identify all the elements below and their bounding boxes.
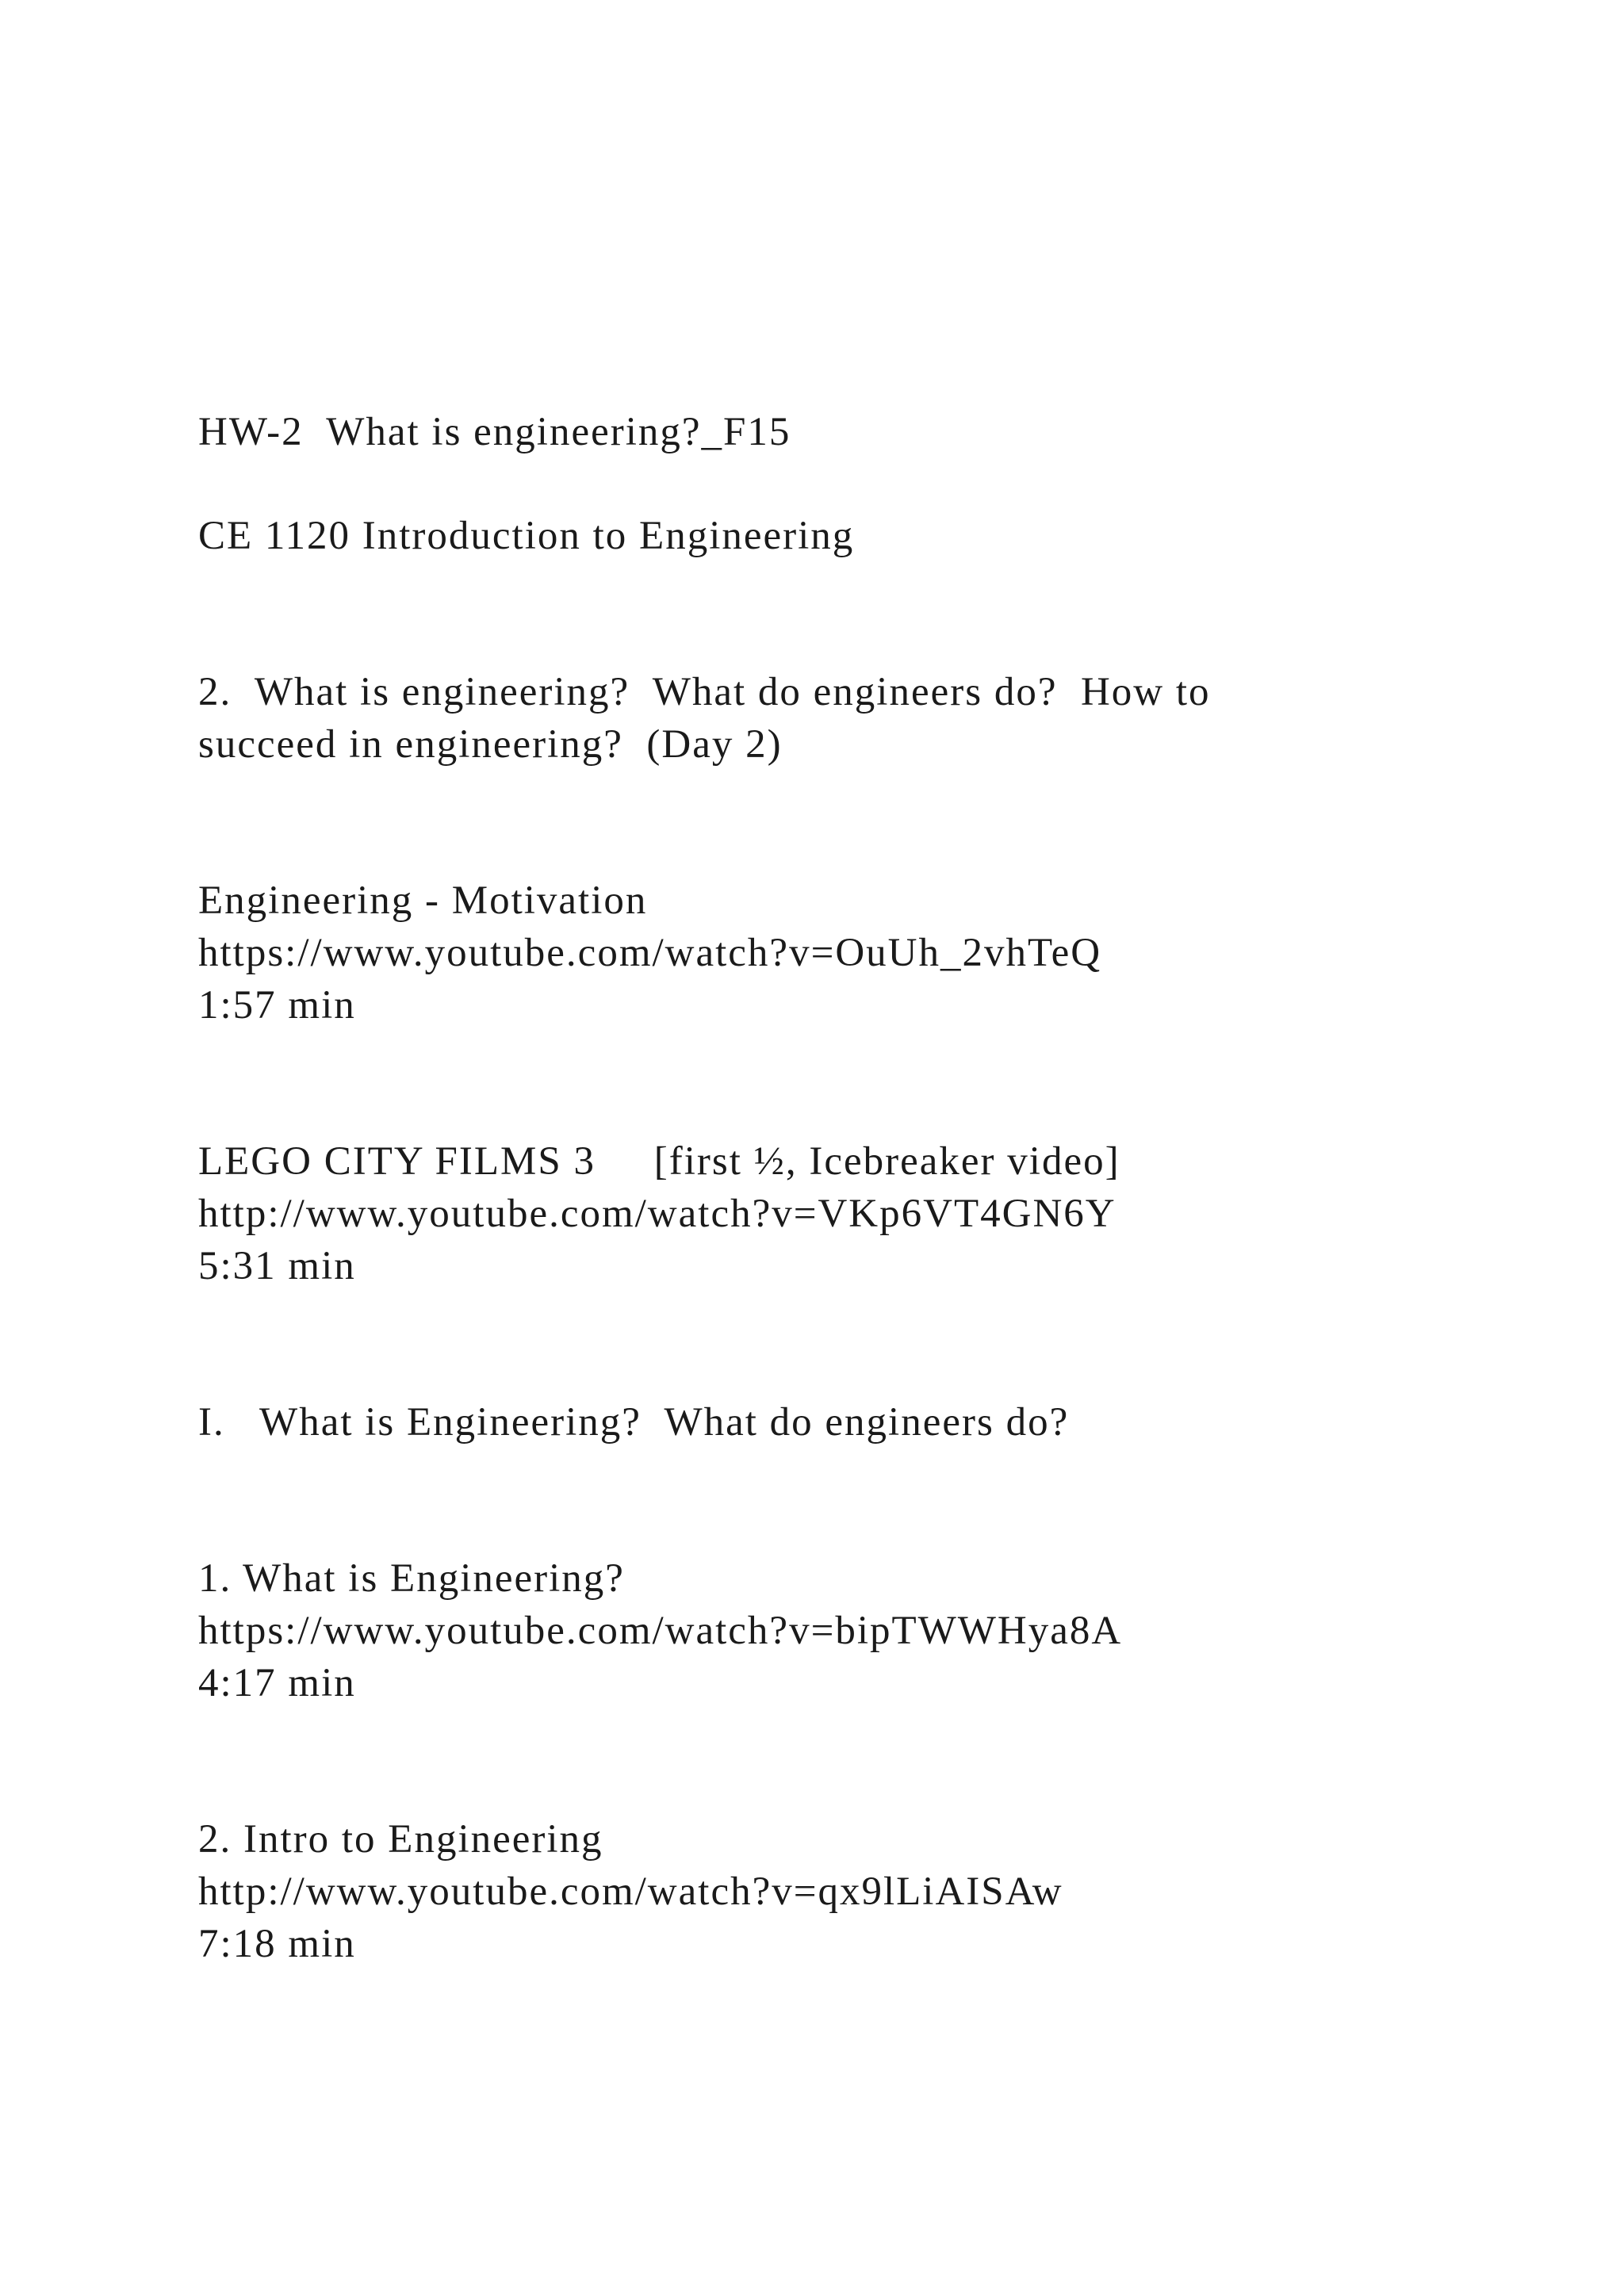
video-title: LEGO CITY FILMS 3 [first ½, Icebreaker video]	[198, 1139, 1120, 1184]
video-duration: 7:18 min	[198, 1922, 356, 1966]
video-duration: 4:17 min	[198, 1661, 356, 1705]
part-heading: I. What is Engineering? What do engineers do?	[198, 1400, 1070, 1445]
video-link[interactable]: http://www.youtube.com/watch?v=VKp6VT4GN6Y	[198, 1192, 1116, 1236]
video-duration: 1:57 min	[198, 983, 356, 1027]
video-link[interactable]: https://www.youtube.com/watch?v=bipTWWHya8A	[198, 1609, 1123, 1653]
document-title: HW-2 What is engineering?_F15	[198, 410, 791, 454]
video-title: 2. Intro to Engineering	[198, 1817, 603, 1862]
video-title: 1. What is Engineering?	[198, 1556, 625, 1601]
video-link[interactable]: https://www.youtube.com/watch?v=OuUh_2vhTeQ	[198, 931, 1102, 975]
video-duration: 5:31 min	[198, 1244, 356, 1288]
video-link[interactable]: http://www.youtube.com/watch?v=qx9lLiAISAw	[198, 1869, 1063, 1914]
section-heading-line2: succeed in engineering? (Day 2)	[198, 722, 783, 767]
course-name: CE 1120 Introduction to Engineering	[198, 514, 855, 558]
video-title: Engineering - Motivation	[198, 878, 648, 923]
section-heading-line1: 2. What is engineering? What do engineers do? How to	[198, 670, 1211, 714]
